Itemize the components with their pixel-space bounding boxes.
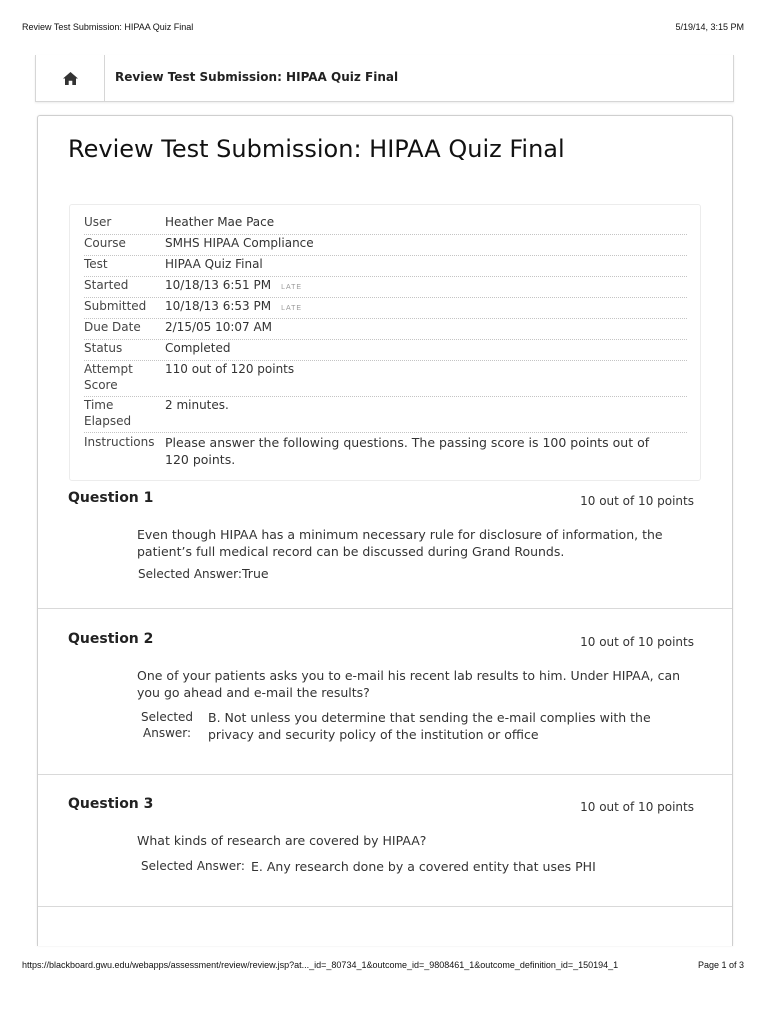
question-points: 10 out of 10 points bbox=[580, 635, 694, 649]
print-footer-url: https://blackboard.gwu.edu/webapps/assessment/review/review.jsp?at..._id=_80734_1&outcome_id=_9808461_1&outcome_definition_id=_150194_1 bbox=[22, 960, 619, 970]
detail-value bbox=[165, 298, 685, 317]
detail-row-status bbox=[84, 340, 687, 361]
detail-label: Submitted bbox=[84, 299, 147, 313]
page-title: Review Test Submission: HIPAA Quiz Final bbox=[68, 135, 565, 163]
selected-answer-label: Selected Answer: bbox=[141, 859, 245, 873]
detail-row-due-date bbox=[84, 319, 687, 340]
question-text-line: One of your patients asks you to e-mail his recent lab results to him. Under HIPAA, can bbox=[137, 668, 681, 683]
selected-answer-value: True bbox=[242, 566, 269, 581]
selected-answer-label: Selected Answer: bbox=[138, 567, 242, 581]
detail-row-user bbox=[84, 214, 687, 235]
detail-label bbox=[84, 361, 162, 393]
instructions-line: Please answer the following questions. The passing score is 100 points out of bbox=[165, 435, 650, 450]
question-block bbox=[38, 481, 732, 609]
question-text bbox=[137, 832, 697, 849]
detail-value: 110 out of 120 points bbox=[165, 362, 295, 376]
submitted-time: 10/18/13 6:53 PM bbox=[165, 299, 272, 313]
selected-answer-value bbox=[208, 709, 651, 743]
question-points: 10 out of 10 points bbox=[580, 494, 694, 508]
detail-value: SMHS HIPAA Compliance bbox=[165, 236, 314, 250]
question-title: Question 3 bbox=[68, 796, 154, 812]
question-text bbox=[137, 526, 697, 560]
content-panel bbox=[37, 115, 733, 946]
selected-label-line: Answer: bbox=[143, 726, 192, 740]
detail-value: 2/15/05 10:07 AM bbox=[165, 320, 273, 334]
print-header-title: Review Test Submission: HIPAA Quiz Final bbox=[22, 22, 194, 32]
detail-label: Test bbox=[84, 257, 108, 271]
detail-row-course bbox=[84, 235, 687, 256]
question-text-line: patient’s full medical record can be discussed during Grand Rounds. bbox=[137, 544, 565, 559]
detail-label: Started bbox=[84, 278, 129, 292]
selected-label-line: Selected bbox=[141, 710, 194, 724]
question-text-line: Even though HIPAA has a minimum necessary rule for disclosure of information, the bbox=[137, 527, 663, 542]
detail-value: Heather Mae Pace bbox=[165, 215, 275, 229]
home-button[interactable] bbox=[36, 55, 105, 101]
detail-value: HIPAA Quiz Final bbox=[165, 257, 263, 271]
detail-row-time-elapsed bbox=[84, 397, 687, 433]
submission-details bbox=[69, 204, 701, 481]
detail-label-line: Score bbox=[84, 378, 118, 392]
detail-label-line: Time bbox=[84, 398, 114, 412]
detail-value: 2 minutes. bbox=[165, 398, 229, 412]
detail-label: Due Date bbox=[84, 320, 141, 334]
detail-value: Completed bbox=[165, 341, 231, 355]
question-text-line: you go ahead and e-mail the results? bbox=[137, 685, 370, 700]
print-footer-page: Page 1 of 3 bbox=[697, 960, 744, 970]
question-points: 10 out of 10 points bbox=[580, 800, 694, 814]
home-icon bbox=[63, 72, 78, 85]
detail-value bbox=[165, 277, 685, 296]
selected-answer-value: E. Any research done by a covered entity that uses PHI bbox=[251, 859, 596, 874]
detail-row-instructions bbox=[84, 434, 687, 472]
detail-label: Status bbox=[84, 341, 123, 355]
selected-answer-label bbox=[141, 709, 193, 741]
detail-label-line: Elapsed bbox=[84, 414, 132, 428]
instructions-line: 120 points. bbox=[165, 452, 236, 467]
selected-answer-line: B. Not unless you determine that sending the e-mail complies with the bbox=[208, 710, 651, 725]
question-text bbox=[137, 667, 697, 701]
late-badge: LATE bbox=[281, 305, 303, 312]
started-time: 10/18/13 6:51 PM bbox=[165, 278, 272, 292]
late-badge: LATE bbox=[281, 284, 303, 291]
print-header-datetime: 5/19/14, 3:15 PM bbox=[675, 22, 744, 32]
question-block bbox=[38, 774, 732, 907]
detail-row-test bbox=[84, 256, 687, 277]
breadcrumb bbox=[35, 55, 734, 102]
question-title: Question 1 bbox=[68, 490, 154, 506]
detail-value bbox=[165, 434, 685, 468]
detail-label: User bbox=[84, 215, 112, 229]
detail-label: Instructions bbox=[84, 435, 155, 449]
question-text-line: What kinds of research are covered by HIPAA? bbox=[137, 833, 427, 848]
question-title: Question 2 bbox=[68, 631, 154, 647]
detail-label: Course bbox=[84, 236, 126, 250]
question-block bbox=[38, 608, 732, 775]
selected-answer-line: privacy and security policy of the institution or office bbox=[208, 727, 539, 742]
detail-label bbox=[84, 397, 162, 429]
detail-label-line: Attempt bbox=[84, 362, 133, 376]
breadcrumb-current: Review Test Submission: HIPAA Quiz Final bbox=[115, 70, 399, 84]
detail-row-started bbox=[84, 277, 687, 298]
detail-row-attempt-score bbox=[84, 361, 687, 397]
detail-row-submitted bbox=[84, 298, 687, 319]
